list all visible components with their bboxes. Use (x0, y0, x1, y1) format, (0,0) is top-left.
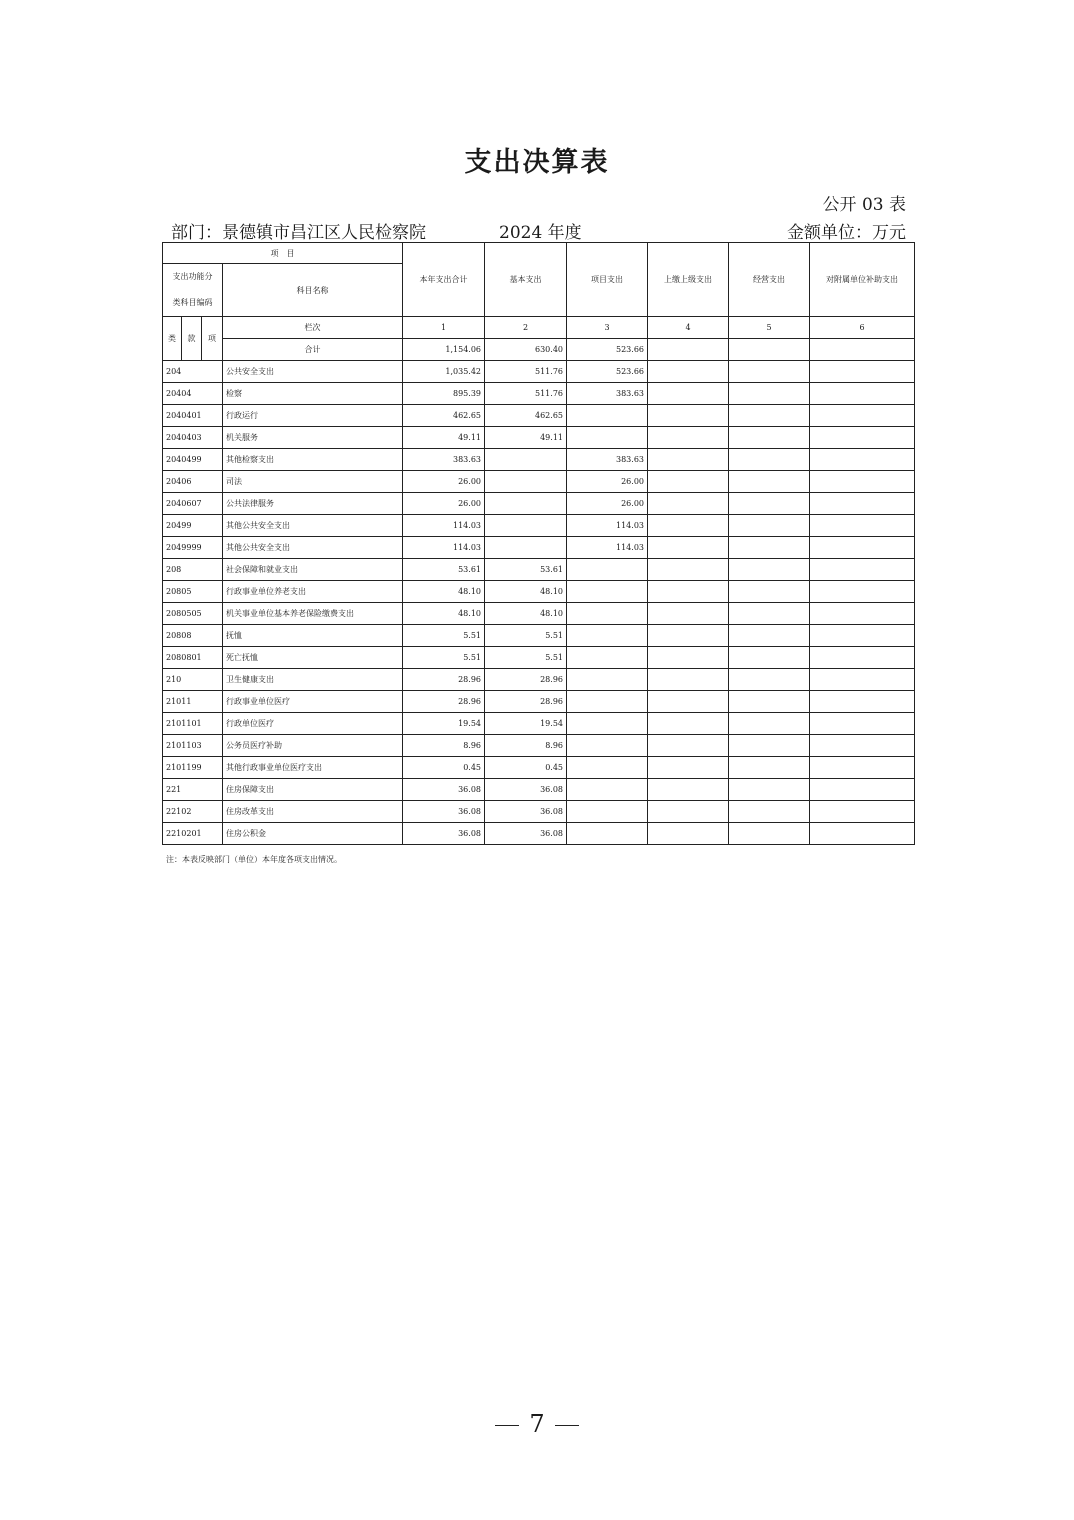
col-num: 5 (729, 317, 810, 339)
row-amount (567, 713, 648, 735)
table-row (163, 647, 915, 669)
row-amount: 26.00 (567, 471, 648, 493)
row-amount: 36.08 (403, 801, 485, 823)
row-amount (729, 515, 810, 537)
row-subject-name: 行政事业单位医疗 (223, 691, 403, 713)
row-amount (648, 801, 729, 823)
row-amount (648, 537, 729, 559)
row-amount (567, 427, 648, 449)
row-subject-name: 机关服务 (223, 427, 403, 449)
row-amount (648, 603, 729, 625)
row-subject-name: 住房保障支出 (223, 779, 403, 801)
row-amount (648, 361, 729, 383)
row-subject-name: 行政单位医疗 (223, 713, 403, 735)
header-project: 项 目 (163, 243, 403, 264)
header-kuan: 款 (182, 317, 202, 361)
row-amount (567, 801, 648, 823)
row-amount (567, 779, 648, 801)
row-code: 2040499 (163, 449, 223, 471)
department-label: 部门：景德镇市昌江区人民检察院 (171, 223, 426, 243)
row-amount (485, 493, 567, 515)
row-amount (810, 427, 915, 449)
row-code: 2101101 (163, 713, 223, 735)
row-amount: 8.96 (403, 735, 485, 757)
row-amount (567, 559, 648, 581)
row-amount (729, 647, 810, 669)
row-amount (810, 823, 915, 845)
row-amount (810, 537, 915, 559)
header-upper-level: 上缴上级支出 (648, 243, 729, 317)
row-amount: 36.08 (485, 823, 567, 845)
row-amount (729, 361, 810, 383)
header-operating: 经营支出 (729, 243, 810, 317)
row-subject-name: 其他行政事业单位医疗支出 (223, 757, 403, 779)
row-amount (729, 427, 810, 449)
row-code: 2040403 (163, 427, 223, 449)
row-amount (648, 559, 729, 581)
row-subject-name: 行政事业单位养老支出 (223, 581, 403, 603)
table-row (163, 757, 915, 779)
row-amount (648, 625, 729, 647)
row-amount (567, 669, 648, 691)
row-amount (648, 691, 729, 713)
table-row (163, 361, 915, 383)
col-num: 6 (810, 317, 915, 339)
table-row (163, 603, 915, 625)
row-amount (729, 493, 810, 515)
row-amount (810, 471, 915, 493)
row-code: 2040401 (163, 405, 223, 427)
table-row (163, 449, 915, 471)
function-code-line2: 类科目编码 (172, 298, 213, 307)
row-amount (567, 823, 648, 845)
row-amount (567, 405, 648, 427)
sum-value (729, 339, 810, 361)
table-row (163, 625, 915, 647)
row-amount (729, 669, 810, 691)
row-amount (648, 405, 729, 427)
row-amount: 5.51 (403, 647, 485, 669)
row-amount: 26.00 (403, 493, 485, 515)
row-code: 20406 (163, 471, 223, 493)
row-amount (729, 449, 810, 471)
row-amount (729, 823, 810, 845)
row-amount: 19.54 (485, 713, 567, 735)
table-row (163, 581, 915, 603)
sum-value: 1,154.06 (403, 339, 485, 361)
row-subject-name: 住房公积金 (223, 823, 403, 845)
dash-left (495, 1425, 519, 1426)
page-title: 支出决算表 (464, 147, 610, 178)
col-num: 2 (485, 317, 567, 339)
row-amount: 383.63 (567, 383, 648, 405)
header-subsidiary: 对附属单位补助支出 (810, 243, 915, 317)
row-amount (648, 383, 729, 405)
row-amount (648, 493, 729, 515)
table-row (163, 493, 915, 515)
row-amount: 511.76 (485, 383, 567, 405)
row-amount: 48.10 (485, 581, 567, 603)
row-amount: 49.11 (485, 427, 567, 449)
row-subject-name: 公共法律服务 (223, 493, 403, 515)
row-amount: 28.96 (403, 669, 485, 691)
row-subject-name: 其他检察支出 (223, 449, 403, 471)
row-amount (810, 603, 915, 625)
row-amount: 523.66 (567, 361, 648, 383)
row-amount: 114.03 (567, 537, 648, 559)
row-code: 2101103 (163, 735, 223, 757)
table-row (163, 559, 915, 581)
row-amount (729, 779, 810, 801)
row-amount (810, 625, 915, 647)
row-amount (810, 361, 915, 383)
row-amount: 462.65 (485, 405, 567, 427)
row-amount: 48.10 (403, 581, 485, 603)
row-amount (648, 515, 729, 537)
row-amount (567, 735, 648, 757)
row-code: 208 (163, 559, 223, 581)
form-number: 公开 03 表 (822, 195, 906, 215)
row-amount: 0.45 (403, 757, 485, 779)
row-amount: 8.96 (485, 735, 567, 757)
table-row (163, 713, 915, 735)
row-code: 221 (163, 779, 223, 801)
row-amount (729, 537, 810, 559)
table-note: 注：本表反映部门（单位）本年度各项支出情况。 (166, 855, 342, 864)
row-amount (729, 581, 810, 603)
row-code: 21011 (163, 691, 223, 713)
row-amount (648, 449, 729, 471)
row-subject-name: 死亡抚恤 (223, 647, 403, 669)
row-amount: 26.00 (403, 471, 485, 493)
row-code: 20808 (163, 625, 223, 647)
row-amount (729, 603, 810, 625)
row-subject-name: 抚恤 (223, 625, 403, 647)
row-amount (729, 801, 810, 823)
row-code: 2040607 (163, 493, 223, 515)
table-row (163, 823, 915, 845)
page-number-value: 7 (529, 1410, 545, 1438)
row-amount: 114.03 (403, 515, 485, 537)
row-amount (810, 669, 915, 691)
table-row (163, 691, 915, 713)
row-subject-name: 公共安全支出 (223, 361, 403, 383)
col-num: 4 (648, 317, 729, 339)
row-amount (729, 713, 810, 735)
expenditure-table (162, 242, 915, 845)
row-amount: 53.61 (485, 559, 567, 581)
row-amount (810, 757, 915, 779)
row-amount: 36.08 (485, 779, 567, 801)
header-basic: 基本支出 (485, 243, 567, 317)
row-subject-name: 其他公共安全支出 (223, 537, 403, 559)
row-amount (648, 669, 729, 691)
row-code: 20404 (163, 383, 223, 405)
sum-value (810, 339, 915, 361)
row-amount: 53.61 (403, 559, 485, 581)
row-amount: 5.51 (403, 625, 485, 647)
row-amount: 28.96 (485, 691, 567, 713)
row-amount (729, 625, 810, 647)
row-amount (810, 735, 915, 757)
row-amount (648, 581, 729, 603)
row-amount (567, 647, 648, 669)
row-amount: 36.08 (485, 801, 567, 823)
table-row (163, 471, 915, 493)
row-amount (648, 779, 729, 801)
row-amount (485, 471, 567, 493)
row-amount (810, 691, 915, 713)
row-code: 2080801 (163, 647, 223, 669)
row-amount: 383.63 (403, 449, 485, 471)
header-project-expense: 项目支出 (567, 243, 648, 317)
row-amount: 5.51 (485, 625, 567, 647)
row-code: 2101199 (163, 757, 223, 779)
row-amount (648, 713, 729, 735)
row-amount (810, 779, 915, 801)
row-amount (567, 757, 648, 779)
row-subject-name: 检察 (223, 383, 403, 405)
header-function-code (163, 264, 223, 317)
col-num: 1 (403, 317, 485, 339)
col-num: 3 (567, 317, 648, 339)
row-amount: 114.03 (403, 537, 485, 559)
fiscal-year: 2024 年度 (499, 223, 582, 243)
table-row (163, 537, 915, 559)
row-amount (485, 537, 567, 559)
row-code: 2080505 (163, 603, 223, 625)
row-amount (810, 493, 915, 515)
row-amount (567, 691, 648, 713)
header-total: 本年支出合计 (403, 243, 485, 317)
header-subject-name: 科目名称 (223, 264, 403, 317)
row-code: 210 (163, 669, 223, 691)
row-amount: 48.10 (485, 603, 567, 625)
sum-value (648, 339, 729, 361)
row-code: 204 (163, 361, 223, 383)
amount-unit: 金额单位：万元 (787, 223, 906, 243)
row-amount: 114.03 (567, 515, 648, 537)
row-code: 22102 (163, 801, 223, 823)
row-amount: 5.51 (485, 647, 567, 669)
row-amount (648, 647, 729, 669)
header-lei: 类 (163, 317, 182, 361)
table-row (163, 383, 915, 405)
table-row (163, 779, 915, 801)
table-row (163, 427, 915, 449)
table-row (163, 669, 915, 691)
table-row (163, 515, 915, 537)
dash-right (555, 1425, 579, 1426)
row-subject-name: 社会保障和就业支出 (223, 559, 403, 581)
row-amount (810, 449, 915, 471)
row-amount (810, 713, 915, 735)
row-code: 20499 (163, 515, 223, 537)
row-subject-name: 其他公共安全支出 (223, 515, 403, 537)
row-amount: 462.65 (403, 405, 485, 427)
row-amount (648, 757, 729, 779)
header-column-no: 栏次 (223, 317, 403, 339)
row-amount (648, 427, 729, 449)
row-amount (485, 515, 567, 537)
sum-value: 630.40 (485, 339, 567, 361)
row-amount (810, 383, 915, 405)
row-amount: 383.63 (567, 449, 648, 471)
page-number (0, 1410, 1074, 1438)
table-row (163, 735, 915, 757)
row-amount (567, 603, 648, 625)
row-amount (729, 735, 810, 757)
row-amount: 49.11 (403, 427, 485, 449)
row-amount (810, 405, 915, 427)
row-amount: 1,035.42 (403, 361, 485, 383)
row-amount (729, 559, 810, 581)
row-amount (648, 735, 729, 757)
table-row (163, 801, 915, 823)
row-amount: 895.39 (403, 383, 485, 405)
row-amount (567, 625, 648, 647)
table-row (163, 405, 915, 427)
row-subject-name: 公务员医疗补助 (223, 735, 403, 757)
sum-label: 合计 (223, 339, 403, 361)
row-amount (729, 691, 810, 713)
sum-value: 523.66 (567, 339, 648, 361)
row-amount (567, 581, 648, 603)
row-amount (648, 823, 729, 845)
row-amount (729, 383, 810, 405)
row-amount: 28.96 (485, 669, 567, 691)
row-amount: 19.54 (403, 713, 485, 735)
row-subject-name: 行政运行 (223, 405, 403, 427)
row-amount (485, 449, 567, 471)
row-amount (810, 515, 915, 537)
row-amount: 511.76 (485, 361, 567, 383)
row-amount (810, 801, 915, 823)
row-amount (810, 581, 915, 603)
row-amount (810, 647, 915, 669)
row-amount: 28.96 (403, 691, 485, 713)
row-amount: 48.10 (403, 603, 485, 625)
row-amount (810, 559, 915, 581)
row-amount: 36.08 (403, 823, 485, 845)
row-amount (729, 757, 810, 779)
row-amount: 26.00 (567, 493, 648, 515)
row-amount: 36.08 (403, 779, 485, 801)
row-subject-name: 住房改革支出 (223, 801, 403, 823)
row-subject-name: 司法 (223, 471, 403, 493)
row-amount: 0.45 (485, 757, 567, 779)
row-subject-name: 卫生健康支出 (223, 669, 403, 691)
row-amount (729, 471, 810, 493)
header-xiang: 项 (202, 317, 223, 361)
function-code-line1: 支出功能分 (172, 272, 213, 281)
row-code: 2049999 (163, 537, 223, 559)
row-amount (648, 471, 729, 493)
row-subject-name: 机关事业单位基本养老保险缴费支出 (223, 603, 403, 625)
row-code: 20805 (163, 581, 223, 603)
row-amount (729, 405, 810, 427)
row-code: 2210201 (163, 823, 223, 845)
